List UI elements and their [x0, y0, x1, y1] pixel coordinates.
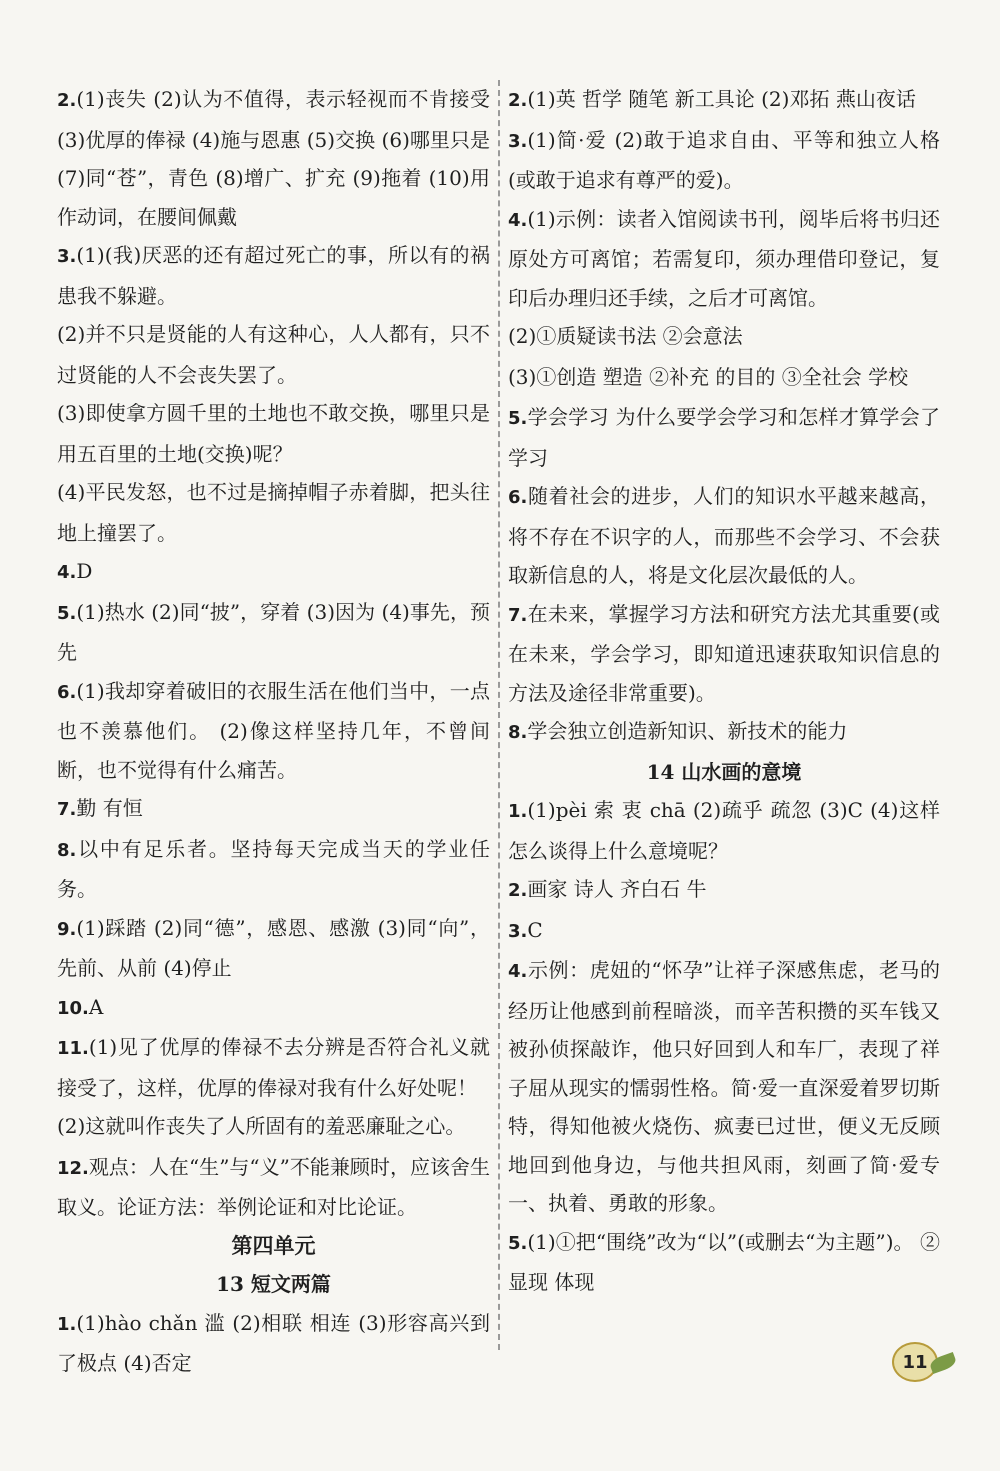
answer-text: 勤 有恒: [76, 796, 143, 820]
answer-item: [508, 870, 940, 911]
answer-text: (1)丧失 (2)认为不值得，表示轻视而不肯接受 (3)优厚的俸禄 (4)施与恩惠 (5)交换 (6)哪里只是 (7)同“苍”，青色 (8)增广、扩充 (9)拖着 (10)用作动词，在腰间佩戴: [57, 87, 490, 229]
answer-number: 3.: [508, 130, 528, 152]
answer-item: [57, 1148, 490, 1227]
answer-text: (2)这就叫作丧失了人所固有的羞恶廉耻之心。: [57, 1114, 466, 1138]
answer-item: [57, 593, 490, 672]
column-divider: [498, 80, 500, 1350]
answer-number: 1.: [57, 1313, 77, 1335]
answer-number: 7.: [508, 604, 528, 626]
answer-item: [57, 672, 490, 790]
answer-text: 以中有足乐者。坚持每天完成当天的学业任务。: [57, 836, 490, 901]
answer-number: 11.: [57, 1038, 89, 1059]
answer-item: [508, 200, 940, 318]
answer-text: (2)并不只是贤能的人有这种心，人人都有，只不过贤能的人不会丧失罢了。: [57, 322, 490, 387]
answer-item: [508, 791, 940, 870]
answer-item: [57, 909, 490, 988]
answer-text: (1)①把“围绕”改为“以”(或删去“为主题”)。 ②显现 体现: [508, 1229, 940, 1294]
answer-number: 6.: [508, 487, 528, 508]
answer-item: [57, 1304, 490, 1383]
answer-number: 2.: [508, 90, 528, 111]
answer-text: 学会学习 为什么要学会学习和怎样才算学会了学习: [508, 405, 940, 470]
answer-number: 12.: [57, 1157, 89, 1179]
answer-text: (1)pèi 索 衷 chā (2)疏乎 疏忽 (3)C (4)这样怎么谈得上什么意境呢？: [508, 798, 940, 863]
answer-text: 观点：人在“生”与“义”不能兼顾时，应该舍生取义。论证方法：举例论证和对比论证。: [57, 1154, 490, 1219]
answer-item: [508, 317, 940, 358]
answer-item: [57, 830, 490, 909]
answer-number: 5.: [508, 1232, 528, 1254]
lesson-heading: 13 短文两篇: [216, 1272, 331, 1296]
answer-item: [57, 236, 490, 315]
answer-item: [57, 1028, 490, 1107]
answer-text: (2)①质疑读书法 ②会意法: [508, 324, 743, 348]
answer-item: [57, 473, 490, 552]
answer-text: C: [527, 917, 543, 942]
answer-item: [508, 951, 940, 1223]
answer-number: 4.: [508, 961, 528, 982]
answer-number: 9.: [57, 918, 77, 940]
answer-number: 8.: [57, 839, 77, 861]
answer-text: (1)hào chǎn 滥 (2)相联 相连 (3)形容高兴到了极点 (4)否定: [57, 1310, 490, 1375]
answer-item: [57, 80, 490, 236]
answer-text: (1)(我)厌恶的还有超过死亡的事，所以有的祸患我不躲避。: [57, 243, 490, 308]
answer-item: [57, 552, 490, 593]
answer-number: 5.: [57, 602, 77, 624]
left-column: [57, 80, 490, 1383]
page-number: 11: [892, 1342, 938, 1382]
answer-item: [508, 121, 940, 200]
answer-number: 7.: [57, 799, 77, 820]
answer-text: 示例：虎妞的“怀孕”让祥子深感焦虑，老马的经历让他感到前程暗淡，而辛苦积攒的买车钱又被孙侦探敲诈，他只好回到人和车厂，表现了祥子屈从现实的懦弱性格。简·爱一直深爱着罗切斯特，得知他被火烧伤、疯妻已过世，便义无反顾地回到他身边，与他共担风雨，刻画了简·爱专一、执着、勇敢的形象。: [508, 958, 940, 1215]
answer-text: (1)踩踏 (2)同“德”，感恩、感激 (3)同“向”，先前、从前 (4)停止: [57, 915, 490, 980]
answer-text: (1)英 哲学 随笔 新工具论 (2)邓拓 燕山夜话: [527, 87, 916, 111]
lesson-heading: 14 山水画的意境: [646, 759, 802, 784]
answer-item: [508, 712, 940, 753]
answer-text: (1)我却穿着破旧的衣服生活在他们当中，一点也不羡慕他们。 (2)像这样坚持几年，不曾间断，也不觉得有什么痛苦。: [57, 678, 490, 782]
answer-text: (3)①创造 塑造 ②补充 的目的 ③全社会 学校: [508, 364, 909, 389]
answer-number: 2.: [508, 880, 528, 901]
answer-text: (4)平民发怒，也不过是摘掉帽子赤着脚，把头往地上撞罢了。: [57, 480, 490, 545]
answer-text: 画家 诗人 齐白石 牛: [527, 877, 707, 901]
answer-item: [57, 394, 490, 473]
answer-text: 在未来，掌握学习方法和研究方法尤其重要(或在未来，学会学习，即知道迅速获取知识信息的方法及途径非常重要)。: [508, 601, 940, 705]
answer-text: D: [76, 559, 93, 583]
answer-text: (1)热水 (2)同“披”，穿着 (3)因为 (4)事先，预先: [57, 599, 490, 664]
answer-number: 8.: [508, 722, 528, 743]
right-column: [508, 80, 940, 1302]
answer-text: (1)见了优厚的俸禄不去分辨是否符合礼义就接受了，这样，优厚的俸禄对我有什么好处呢！: [57, 1035, 490, 1100]
answer-number: 10.: [57, 997, 89, 1019]
answer-number: 1.: [508, 801, 528, 822]
answer-text: A: [88, 994, 104, 1019]
answer-number: 6.: [57, 681, 77, 703]
unit-heading: 第四单元: [231, 1232, 316, 1258]
answer-number: 4.: [508, 209, 528, 231]
answer-item: [508, 911, 940, 952]
answer-text: (3)即使拿方圆千里的土地也不敢交换，哪里只是用五百里的土地(交换)呢？: [57, 401, 490, 466]
answer-text: 随着社会的进步，人们的知识水平越来越高，将不存在不识字的人，而那些不会学习、不会获取新信息的人，将是文化层次最低的人。: [508, 484, 940, 587]
answer-item: [508, 1223, 940, 1302]
answer-item: [508, 358, 940, 399]
answer-item: [57, 988, 490, 1029]
answer-number: 3.: [508, 920, 528, 942]
answer-text: (1)示例：读者入馆阅读书刊，阅毕后将书归还原处方可离馆；若需复印，须办理借印登记，复印后办理归还手续，之后才可离馆。: [508, 206, 940, 310]
answer-number: 5.: [508, 408, 528, 429]
answer-number: 4.: [57, 562, 77, 583]
answer-number: 2.: [57, 90, 77, 111]
answer-item: [508, 80, 940, 121]
answer-text: 学会独立创造新知识、新技术的能力: [527, 719, 848, 743]
answer-item: [508, 595, 940, 713]
answer-item: [508, 398, 940, 477]
answer-item: [57, 789, 490, 830]
answer-number: 3.: [57, 246, 77, 267]
answer-item: [57, 315, 490, 394]
answer-item: [508, 477, 940, 595]
answer-item: [57, 1107, 490, 1148]
answer-text: (1)简·爱 (2)敢于追求自由、平等和独立人格(或敢于追求有尊严的爱)。: [508, 127, 940, 192]
